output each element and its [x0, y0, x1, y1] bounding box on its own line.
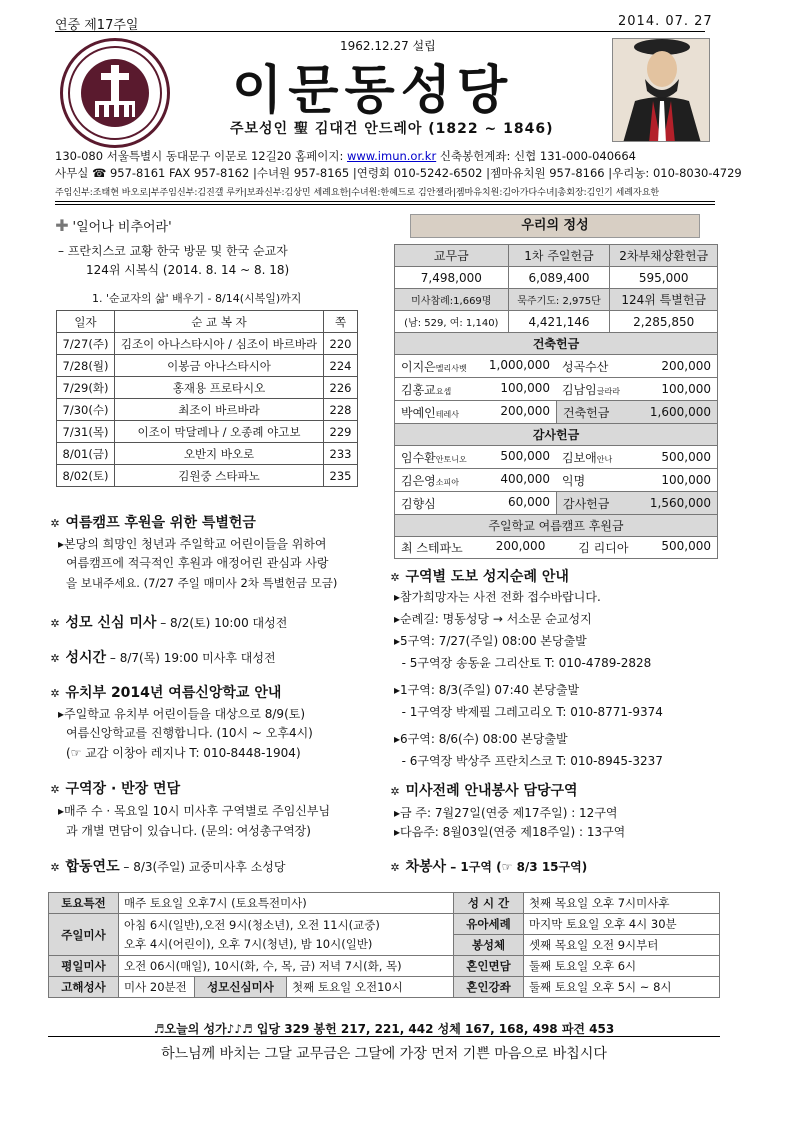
district-text: ▸매주 수 · 목요일 10시 미사후 구역별로 주임신부님 [58, 804, 331, 818]
schedule-value: 미사 20분전 [119, 977, 195, 998]
donor-saint-name: 안토니오 [435, 454, 467, 464]
section-title: 여름캠프 후원을 위한 특별헌금 [65, 515, 256, 531]
schedule-value: 첫째 목요일 오후 7시미사후 [524, 893, 720, 914]
schedule-label: 고해성사 [49, 977, 119, 998]
table-row [395, 469, 718, 492]
pilgrim-line: ▸순례길: 명동성당 → 서소문 순교성지 [394, 612, 592, 626]
row-date: 7/28(월) [57, 355, 115, 377]
flower-icon: ✲ [390, 861, 400, 874]
flower-icon: ✲ [50, 517, 60, 530]
row-page: 235 [324, 465, 358, 487]
row-date: 8/02(토) [57, 465, 115, 487]
donor-cell [395, 378, 718, 401]
schedule-label: 유아세례 [454, 914, 524, 935]
section-rise [55, 216, 172, 235]
table-row [57, 355, 358, 377]
donor-name-text: 김홍교 [401, 382, 436, 397]
offering-table [394, 244, 718, 559]
donor-name: 김 리디아 [578, 541, 629, 555]
donor-name-text: 이지은 [401, 359, 436, 374]
donor-saint-name: 테레사 [435, 409, 459, 419]
donor-name [562, 381, 620, 398]
donor-cell [395, 355, 718, 378]
section-sub: – 프란치스코 교황 한국 방문 및 한국 순교자 [58, 244, 288, 258]
donor-name-text: 박예인 [401, 405, 436, 420]
row-page: 220 [324, 333, 358, 355]
hymn-line: ♬오늘의 성가♪♪♬ 입당 329 봉헌 217, 221, 442 성체 167, 168, 498 파견 453 [153, 1022, 615, 1036]
donor-amount: 500,000 [661, 539, 711, 553]
pilgrim-line: ▸참가희망자는 사전 전화 접수바랍니다. [394, 590, 601, 604]
issue-date: 2014. 07. 27 [618, 14, 713, 29]
patron-portrait [612, 38, 710, 142]
donor-name-text: 김보애 [562, 450, 597, 465]
table-row [49, 956, 720, 977]
section-detail: – 8/2(토) 10:00 대성전 [156, 616, 288, 630]
address-line [55, 148, 636, 164]
section-detail: – 1구역 (☞ 8/3 15구역) [446, 860, 588, 874]
donor-amount: 1,000,000 [488, 357, 550, 372]
donor-name [401, 449, 467, 466]
offering-value: 2,285,850 [610, 311, 718, 333]
martyr-table [56, 310, 358, 487]
table-row [395, 515, 718, 537]
offering-header: 묵주기도: 2,975단 [508, 289, 610, 311]
week-label: 연중 제17주일 [55, 18, 139, 33]
schedule-label: 성 시 간 [454, 893, 524, 914]
offering-value: (남: 529, 여: 1,140) [395, 311, 509, 333]
pilgrim-list [394, 588, 714, 779]
schedule-label: 혼인강좌 [454, 977, 524, 998]
table-row [395, 424, 718, 446]
section-item: 1. '순교자의 삶' 배우기 - 8/14(시복일)까지 [92, 292, 302, 305]
flower-icon: ✲ [50, 783, 60, 796]
row-date: 7/27(주) [57, 333, 115, 355]
donor-amount: 60,000 [508, 494, 550, 509]
church-logo [60, 38, 170, 148]
flower-icon: ✲ [50, 687, 60, 700]
donor-saint-name: 안나 [596, 454, 613, 464]
donor-amount: 1,560,000 [649, 496, 711, 510]
donor-saint-name: 멜리사벳 [435, 363, 467, 373]
donor-name [401, 381, 451, 398]
row-name: 최조이 바르바라 [115, 399, 324, 421]
row-page: 228 [324, 399, 358, 421]
section-district [48, 778, 180, 798]
camp-text: 을 보내주세요. (7/27 주일 매미사 2차 특별헌금 모금) [66, 576, 338, 590]
camp-support-title: 주일학교 여름캠프 후원금 [395, 515, 718, 537]
section-sub: 124위 시복식 (2014. 8. 14 ~ 8. 18) [86, 263, 290, 277]
table-row [49, 977, 720, 998]
schedule-label: 혼인면담 [454, 956, 524, 977]
table-row [395, 333, 718, 355]
row-name: 이조이 막달레나 / 오종례 야고보 [115, 421, 324, 443]
offering-title: 우리의 정성 [521, 218, 589, 233]
offering-header: 1차 주일헌금 [508, 245, 610, 267]
donor-saint-name: 글라라 [596, 386, 620, 396]
patron-saint: 주보성인 聖 김대건 안드레아 (1822 ~ 1846) [230, 121, 554, 137]
donor-name [401, 495, 436, 512]
row-name: 김원중 스타파노 [115, 465, 324, 487]
donor-amount: 500,000 [661, 450, 711, 464]
section-liturgy [388, 780, 578, 800]
row-date: 7/31(목) [57, 421, 115, 443]
donor-name-text: 김은영 [401, 473, 436, 488]
section-title: 성시간 [65, 650, 107, 666]
divider [55, 204, 715, 205]
section-pilgrimage [388, 566, 569, 586]
table-row [57, 443, 358, 465]
schedule-value: 첫째 토요일 오전10시 [287, 977, 454, 998]
pilgrim-line: ▸1구역: 8/3(주일) 07:40 본당출발 [394, 683, 580, 697]
staff-line: 주임신부:조태현 바오로|부주임신부:김진갤 루카|보좌신부:김상민 세례요한|수녀원:한혜드로 김안젤라|젬마유치원:김아가다수녀|총회장:김인기 세례자요한 [55, 188, 660, 198]
kinder-text: ▸주일학교 유치부 어린이들을 대상으로 8/9(토) [58, 707, 306, 721]
row-name: 이봉금 아나스타시아 [115, 355, 324, 377]
donor-name-text: 익명 [562, 473, 586, 488]
offering-value: 4,421,146 [508, 311, 610, 333]
section-title: 미사전례 안내봉사 담당구역 [405, 783, 578, 799]
donor-name-text: 김향심 [401, 496, 436, 511]
col-name: 순 교 복 자 [115, 311, 324, 333]
pilgrim-line: ▸6구역: 8/6(수) 08:00 본당출발 [394, 732, 568, 746]
offering-value: 7,498,000 [395, 267, 509, 289]
donor-amount: 100,000 [661, 382, 711, 396]
row-page: 226 [324, 377, 358, 399]
schedule-value: 둘째 토요일 오후 6시 [524, 956, 720, 977]
schedule-value: 둘째 토요일 오후 5시 ~ 8시 [524, 977, 720, 998]
address-text: 130-080 서울특별시 동대문구 이문로 12길20 홈페이지: [55, 149, 347, 163]
pilgrim-line: - 1구역장 박제필 그레고리오 T: 010-8771-9374 [394, 705, 663, 719]
section-holy-hour [48, 647, 276, 668]
offering-header: 미사참례:1,669명 [395, 289, 509, 311]
kinder-text: (☞ 교감 이창아 레지나 T: 010-8448-1904) [66, 746, 301, 760]
liturgy-text: ▸금 주: 7월27일(연중 제17주일) : 12구역 [394, 806, 618, 820]
section-mass [48, 612, 287, 633]
mass-schedule-table [48, 892, 720, 998]
donor-name-text: 임수환 [401, 450, 436, 465]
donor-amount: 200,000 [495, 539, 546, 553]
donor-name: 최 스테파노 [401, 541, 463, 555]
section-prayer [48, 856, 285, 877]
donor-name [401, 358, 467, 375]
pilgrim-line: - 5구역장 송동윤 그리산토 T: 010-4789-2828 [394, 656, 652, 670]
logo-emblem-icon [63, 41, 167, 145]
section-detail: – 8/3(주일) 교중미사후 소성당 [119, 860, 286, 874]
table-row [49, 914, 720, 935]
section-title: 유치부 2014년 여름신앙학교 안내 [65, 685, 282, 701]
flower-icon: ✲ [390, 785, 400, 798]
section-title: 차봉사 [405, 859, 447, 875]
offering-header: 교무금 [395, 245, 509, 267]
donor-cell [395, 469, 718, 492]
flower-icon: ✲ [390, 571, 400, 584]
account-text: 신축봉헌계좌: 신협 131-000-040664 [436, 149, 636, 163]
donor-name [562, 472, 585, 489]
col-date: 일자 [57, 311, 115, 333]
row-date: 7/29(화) [57, 377, 115, 399]
schedule-value [119, 914, 454, 956]
donor-name-text: 김남임 [562, 382, 597, 397]
schedule-label: 토요특전 [49, 893, 119, 914]
offering-header: 124위 특별헌금 [610, 289, 718, 311]
section-title: 구역별 도보 성지순례 안내 [405, 569, 569, 585]
section-detail: – 8/7(목) 19:00 미사후 대성전 [106, 651, 276, 665]
cross-icon: ✚ [55, 216, 69, 235]
donor-amount: 400,000 [500, 471, 550, 486]
donor-cell [395, 492, 718, 515]
row-date: 7/30(수) [57, 399, 115, 421]
col-page: 쪽 [324, 311, 358, 333]
row-page: 229 [324, 421, 358, 443]
table-header-row [57, 311, 358, 333]
building-title: 건축헌금 [395, 333, 718, 355]
row-name: 홍재용 프로타시오 [115, 377, 324, 399]
donor-name [401, 404, 459, 421]
camp-support-cell [395, 537, 718, 559]
section-title: 합동연도 [65, 859, 120, 875]
offering-header: 2차부채상환헌금 [610, 245, 718, 267]
saint-portrait-icon [613, 39, 710, 142]
flower-icon: ✲ [50, 652, 60, 665]
donor-saint-name: 요셉 [435, 386, 452, 396]
table-row [395, 355, 718, 378]
donor-amount: 100,000 [500, 380, 550, 395]
thanks-title: 감사헌금 [395, 424, 718, 446]
schedule-value: 셋째 목요일 오전 9시부터 [524, 935, 720, 956]
table-row [395, 492, 718, 515]
table-row [395, 289, 718, 311]
table-row [395, 537, 718, 559]
row-date: 8/01(금) [57, 443, 115, 465]
sunday-mass-line: 아침 6시(일반),오전 9시(청소년), 오전 11시(교중) [124, 917, 380, 932]
page-title: 이문동성당 [232, 61, 514, 121]
table-row [57, 399, 358, 421]
donor-amount: 200,000 [500, 403, 550, 418]
donor-name-text: 감사헌금 [563, 496, 610, 511]
row-page: 224 [324, 355, 358, 377]
table-row [395, 267, 718, 289]
section-tea-service [388, 856, 587, 877]
pilgrim-line: ▸5구역: 7/27(주일) 08:00 본당출발 [394, 634, 587, 648]
donor-cell [395, 446, 718, 469]
donor-amount: 1,600,000 [649, 405, 711, 419]
row-name: 오반지 바오로 [115, 443, 324, 465]
donor-amount: 100,000 [661, 473, 711, 487]
table-row [57, 377, 358, 399]
schedule-label: 평일미사 [49, 956, 119, 977]
footer-rule [48, 1036, 720, 1037]
table-row [395, 446, 718, 469]
donor-name [401, 472, 459, 489]
table-row [395, 401, 718, 424]
footer-motto: 하느님께 바치는 그달 교무금은 그달에 가장 먼저 기쁜 마음으로 바칩시다 [161, 1046, 607, 1062]
donor-amount: 200,000 [661, 359, 711, 373]
table-row [57, 333, 358, 355]
flower-icon: ✲ [50, 617, 60, 630]
row-page: 233 [324, 443, 358, 465]
table-row [49, 893, 720, 914]
offering-value: 6,089,400 [508, 267, 610, 289]
section-title: '일어나 비추어라' [72, 220, 172, 235]
donor-name [562, 449, 612, 466]
schedule-label: 주일미사 [49, 914, 119, 956]
pilgrim-line: - 6구역장 박상주 프란치스코 T: 010-8945-3237 [394, 754, 663, 768]
donor-name [563, 495, 609, 512]
founded-date: 1962.12.27 설립 [340, 39, 436, 53]
schedule-label: 봉성체 [454, 935, 524, 956]
donor-name [562, 358, 608, 375]
camp-text: ▸본당의 희망인 청년과 주일학교 어린이들을 위하여 [58, 537, 327, 551]
donor-name-text: 건축헌금 [563, 405, 610, 420]
table-row [395, 311, 718, 333]
section-title: 구역장 · 반장 면담 [65, 781, 181, 797]
section-title: 성모 신심 미사 [65, 615, 157, 631]
offering-value: 595,000 [610, 267, 718, 289]
table-row [57, 421, 358, 443]
camp-text: 여름캠프에 적극적인 후원과 애정어린 관심과 사랑 [66, 556, 329, 570]
website-link[interactable]: www.imun.or.kr [346, 149, 437, 163]
kinder-text: 여름신앙학교를 진행합니다. (10시 ~ 오후4시) [66, 726, 313, 740]
district-text: 과 개별 면담이 있습니다. (문의: 여성총구역장) [66, 824, 311, 838]
phone-line: 사무실 ☎ 957-8161 FAX 957-8162 |수녀원 957-8165 |연령회 010-5242-6502 |젬마유치원 957-8166 |우리농: 010-8030-4729 [55, 166, 742, 180]
schedule-value: 오전 06시(매일), 10시(화, 수, 목, 금) 저녁 7시(화, 목) [119, 956, 454, 977]
table-row [395, 245, 718, 267]
table-row [395, 378, 718, 401]
divider [55, 201, 715, 202]
schedule-label: 성모신심미사 [195, 977, 287, 998]
header-rule [55, 31, 705, 32]
donor-amount: 500,000 [500, 448, 550, 463]
donor-saint-name: 소피아 [435, 477, 459, 487]
schedule-value: 마지막 토요일 오후 4시 30분 [524, 914, 720, 935]
row-name: 김조이 아나스타시아 / 심조이 바르바라 [115, 333, 324, 355]
section-kinder [48, 682, 281, 702]
donor-name [563, 404, 609, 421]
schedule-value: 매주 토요일 오후7시 (토요특전미사) [119, 893, 454, 914]
table-row [57, 465, 358, 487]
donor-name-text: 성곡수산 [562, 359, 609, 374]
offering-banner [410, 214, 700, 238]
sunday-mass-line: 오후 4시(어린이), 오후 7시(청년), 밤 10시(일반) [124, 936, 373, 951]
donor-cell [395, 401, 718, 424]
liturgy-text: ▸다음주: 8월03일(연중 제18주일) : 13구역 [394, 825, 626, 839]
flower-icon: ✲ [50, 861, 60, 874]
section-camp [48, 512, 256, 532]
